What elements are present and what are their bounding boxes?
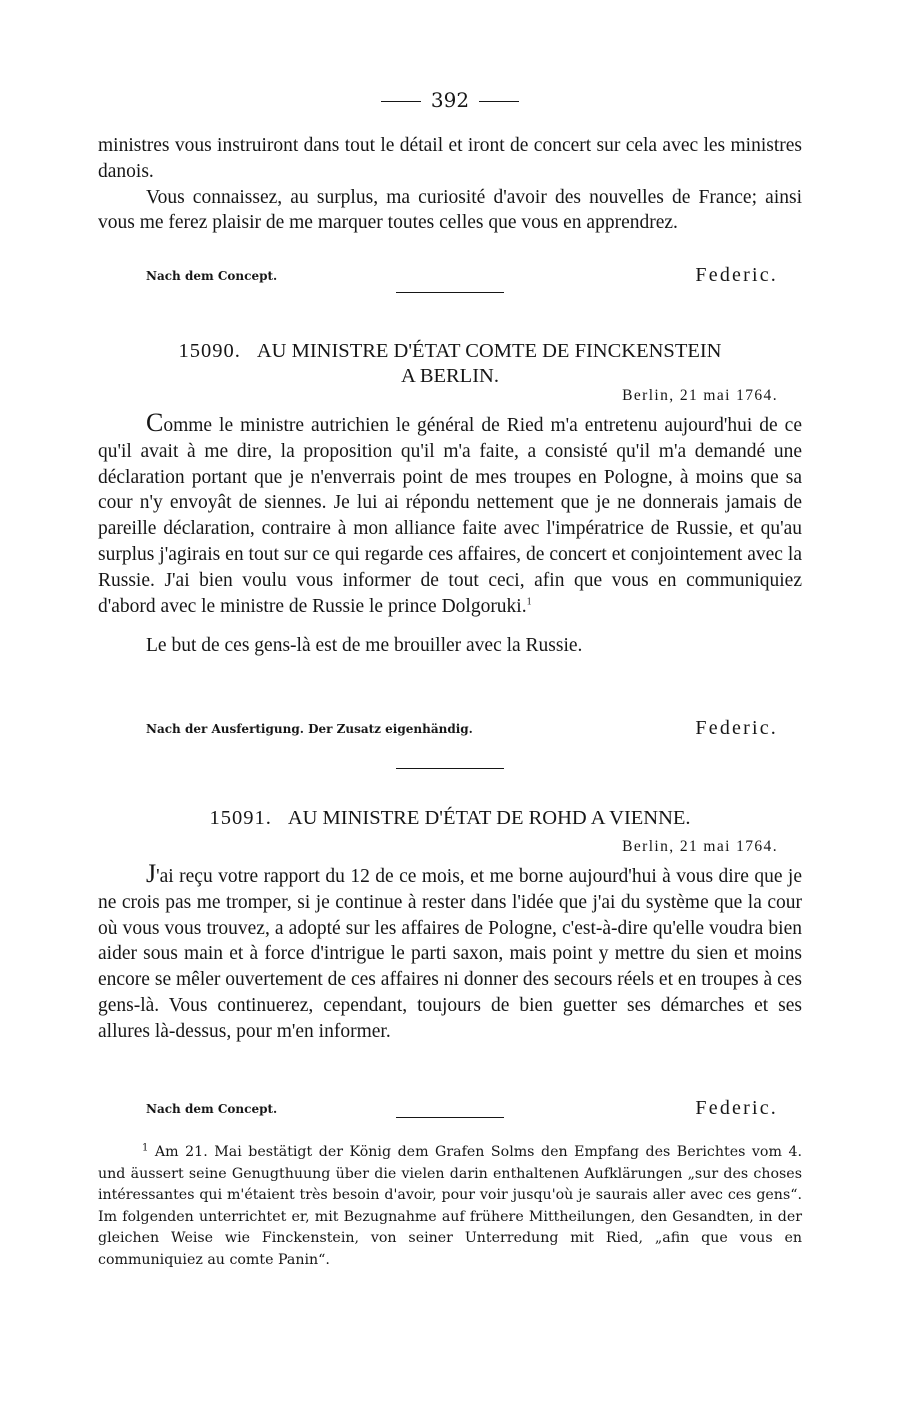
letter-body [98, 861, 802, 1045]
footnote-reference: 1 [526, 596, 532, 608]
letter-title-line-2: A BERLIN. [401, 365, 499, 387]
signature: Federic. [695, 1097, 778, 1119]
section-divider [396, 768, 504, 769]
continuation-signature-line [146, 259, 778, 287]
letter-paragraph-1-text: omme le ministre autrichien le général de Ried m'a entretenu aujourd'hui de ce qu'il avait à me dire, la proposition qu'il m'a faite, a consisté qu'il m'a demandé une déclaration portant que je n'enverrais point de mes troupes en Pologne, à moins que sa cour n'y envoyât de siennes. Je lui ai répondu nettement que je ne donnerais jamais de pareille déclaration, contraire à mon alliance faite avec l'impératrice de Russie, et qu'au surplus j'agirais en tout sur ce qui regarde ces affaires, de concert et conjointement avec la Russie. J'ai bien voulu vous informer de tout ceci, afin que vous en communiquiez d'abord avec le ministre de Russie le prince Dolgoruki. [98, 415, 802, 617]
letter-title [98, 339, 802, 389]
letter-body [98, 410, 802, 659]
page-number: 392 [430, 88, 470, 112]
letter-title-line-1: AU MINISTRE D'ÉTAT COMTE DE FINCKENSTEIN [256, 340, 722, 362]
signature: Federic. [695, 264, 778, 286]
letter-paragraph-1 [98, 861, 802, 1045]
letter-signature-line [146, 1092, 778, 1120]
header-dash-left [381, 101, 421, 102]
header-dash-right [479, 101, 519, 102]
footnotes [98, 1142, 802, 1271]
continuation-text [98, 133, 802, 236]
signature: Federic. [695, 717, 778, 739]
source-note: Nach dem Concept. [146, 269, 278, 283]
page-header [0, 86, 900, 114]
drop-initial: C [146, 408, 164, 437]
letter-signature-line [146, 712, 778, 740]
letter-dateline: Berlin, 21 mai 1764. [622, 838, 778, 855]
source-note: Nach der Ausfertigung. Der Zusatz eigenhändig. [146, 722, 473, 736]
letter-paragraph-2: Le but de ces gens-là est de me brouiller avec la Russie. [146, 635, 583, 657]
letter-dateline: Berlin, 21 mai 1764. [622, 387, 778, 404]
footnote [98, 1142, 802, 1271]
letter-title-line-1: AU MINISTRE D'ÉTAT DE ROHD A VIENNE. [287, 807, 691, 829]
section-divider [396, 1117, 504, 1118]
continuation-paragraph-2: Vous connaissez, au surplus, ma curiosité d'avoir des nouvelles de France; ainsi vous me ferez plaisir de me marquer toutes celles que vous en apprendrez. [98, 186, 802, 234]
letter-number: 15090. [178, 340, 241, 362]
source-note: Nach dem Concept. [146, 1102, 278, 1116]
letter-paragraph-1 [98, 410, 802, 619]
section-divider [396, 292, 504, 293]
letter-number: 15091. [209, 807, 272, 829]
continuation-paragraph-1: ministres vous instruiront dans tout le détail et iront de concert sur cela avec les ministres danois. [98, 135, 802, 182]
footnote-text: Am 21. Mai bestätigt der König dem Grafen Solms den Empfang des Berichtes vom 4. und äussert seine Genugthuung über die vielen darin enthaltenen Aufklärungen „sur des choses intéressantes qui m'étaient très besoin d'avoir, pour voir jusqu'où je saurais aller avec ces gens“. Im folgenden unterrichtet er, mit Bezugnahme auf frühere Mittheilungen, den Gesandten, in der gleichen Weise wie Finckenstein, von seiner Unterredung mit Ried, „afin que vous en communiquiez au comte Panin“. [98, 1144, 802, 1268]
footnote-marker: 1 [142, 1142, 149, 1154]
drop-initial: J [146, 859, 157, 888]
letter-title [98, 806, 802, 831]
letter-paragraph-1-text: 'ai reçu votre rapport du 12 de ce mois, et me borne aujourd'hui à vous dire que je ne crois pas me tromper, si je continue à rester dans l'idée que j'ai du système que la cour où vous vous trouvez, a adopté sur les affaires de Pologne, c'est-à-dire qu'elle voudra bien aider sous main et à force d'intrigue le parti saxon, mais point y mettre du sien et moins encore se mêler ouvertement de ces affaires ni donner des secours réels et en troupes à ces gens-là. Vous continuerez, cependant, toujours de bien guetter ses démarches et ses allures là-dessus, pour m'en informer. [98, 866, 802, 1042]
